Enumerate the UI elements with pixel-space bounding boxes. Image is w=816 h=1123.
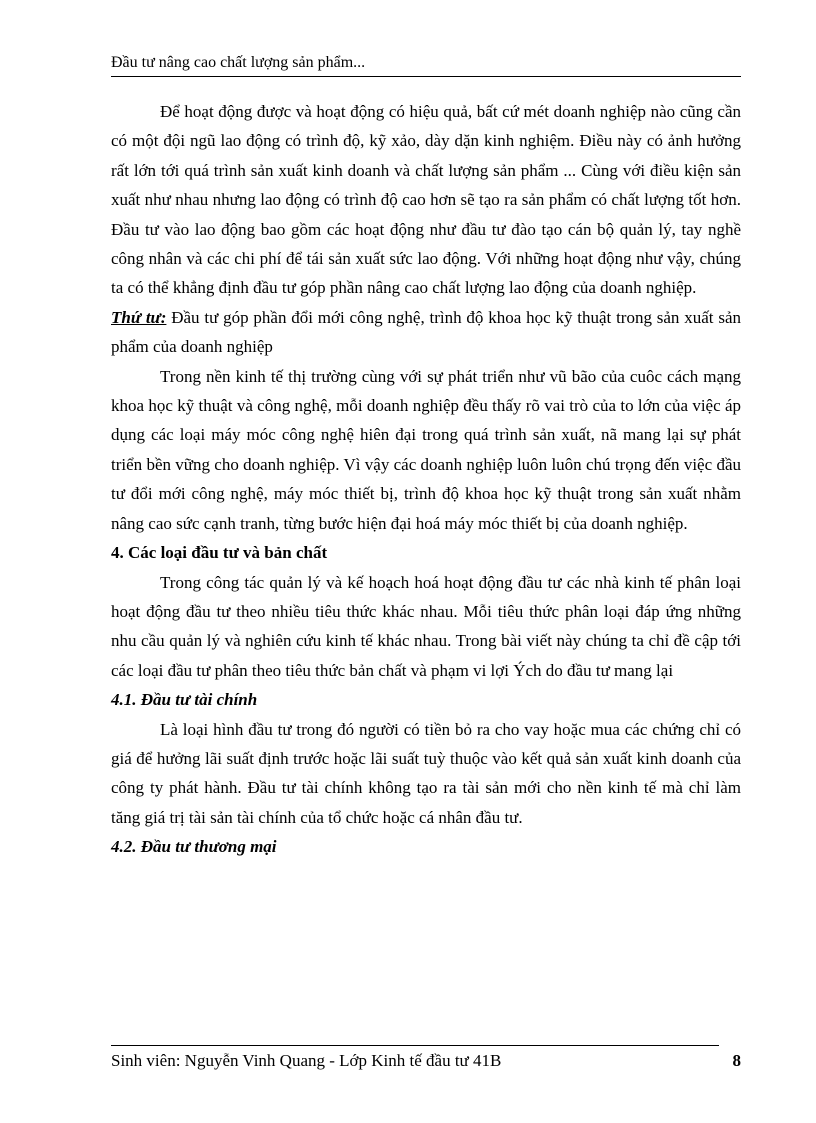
paragraph-labor-investment: Để hoạt động được và hoạt động có hiệu quả, bất cứ mét doanh nghiệp nào cũng cần có một đội ngũ lao động có trình độ, kỹ xảo, dày dặn kinh nghiệm. Điều này có ảnh hưởng rất lớn tới quá trình sản xuất kinh doanh và chất lượng sản phẩm ... Cùng với điều kiện sản xuất như nhau nhưng lao động có trình độ cao hơn sẽ tạo ra sản phẩm có chất lượng tốt hơn. Đầu tư vào lao động bao gồm các hoạt động như đầu tư đào tạo cán bộ quản lý, tay nghề công nhân và các chi phí để tái sản xuất sức lao động. Với những hoạt động như vậy, chúng ta có thể khẳng định đầu tư góp phần nâng cao chất lượng lao động của doanh nghiệp. [111,102,741,298]
paragraph-fourth-point [111,303,741,362]
fourth-point-text: Đầu tư góp phần đổi mới công nghệ, trình độ khoa học kỹ thuật trong sản xuất sản phẩm của doanh nghiệp [111,307,741,357]
paragraph-investment-types: Trong công tác quản lý và kế hoạch hoá hoạt động đầu tư các nhà kinh tế phân loại hoạt động đầu tư theo nhiều tiêu thức khác nhau. Mỗi tiêu thức phân loại đáp ứng những nhu cầu quản lý và nghiên cứu kinh tế khác nhau. Trong bài viết này chúng ta chỉ đề cập tới các loại đầu tư phân theo tiêu thức bản chất và phạm vi lợi Ých do đầu tư mang lại [111,572,741,680]
paragraph-financial-investment: Là loại hình đầu tư trong đó người có tiền bỏ ra cho vay hoặc mua các chứng chỉ có giá để hưởng lãi suất định trước hoặc lãi suất tuỳ thuộc vào kết quả sản xuất kinh doanh của công ty phát hành. Đầu tư tài chính không tạo ra tài sản mới cho nền kinh tế mà chỉ làm tăng giá trị tài sản tài chính của tổ chức hoặc cá nhân đầu tư. [111,719,741,827]
page-body [111,97,741,862]
fourth-point-label: Thứ tư: [111,307,167,327]
footer-divider [111,1045,719,1046]
section-heading-4: 4. Các loại đầu tư và bản chất [111,543,328,563]
header-divider [111,76,741,77]
paragraph-technology: Trong nền kinh tế thị trường cùng với sự phát triển như vũ bão của cuôc cách mạng khoa học kỹ thuật và công nghệ, mỗi doanh nghiệp đều thấy rõ vai trò của to lớn của việc áp dụng các loại máy móc công nghệ hiên đại trong quá trình sản xuất, nã mang lại sự phát triển bền vững cho doanh nghiệp. Vì vậy các doanh nghiệp luôn luôn chú trọng đến việc đầu tư đổi mới công nghệ, máy móc thiết bị, trình độ khoa học kỹ thuật trong sản xuất nhằm nâng cao sức cạnh tranh, từng bước hiện đại hoá máy móc thiết bị của doanh nghiệp. [111,366,741,533]
running-footer [111,1050,741,1072]
subsection-heading-4-1: 4.1. Đầu tư tài chính [111,690,258,710]
page-number: 8 [732,1051,741,1070]
running-header: Đầu tư nâng cao chất lượng sản phẩm... [111,54,366,71]
footer-student-info: Sinh viên: Nguyễn Vinh Quang - Lớp Kinh tế đầu tư 41B [111,1051,502,1070]
subsection-heading-4-2: 4.2. Đầu tư thương mại [111,837,277,857]
